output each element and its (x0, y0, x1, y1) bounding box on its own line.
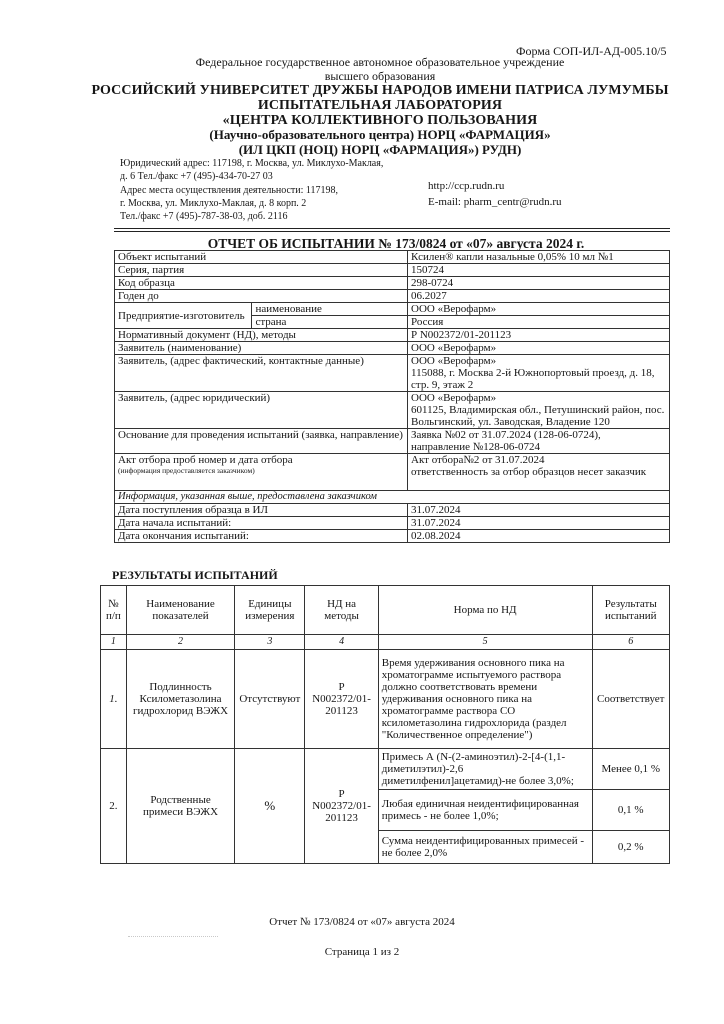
sum-impurities-result: 0,2 % (592, 831, 670, 864)
basis-request: Заявка №02 от 31.07.2024 (128-06-0724), (411, 429, 601, 441)
object-value: Ксилен® капли назальные 0,05% 10 мл №1 (408, 251, 670, 264)
indicator-units: Отсутствуют (235, 650, 305, 749)
info-row-received (115, 504, 670, 517)
sampling-label-cell (115, 454, 408, 491)
indicator-norm: Время удерживания основного пика на хроматограмме испытуемого раствора должно соответствовать времени удерживания основного пика на хроматограмме раствора СО ксилометазолина гидрохлорида (раздел "Количественное определение") (378, 650, 592, 749)
header-nd: НД на методы (305, 586, 378, 635)
sampling-act: Акт отбора№2 от 31.07.2024 (411, 454, 545, 466)
row-number: 2. (101, 749, 127, 864)
applicant-legal-address: 601125, Владимирская обл., Петушинский район, пос. Вольгинский, ул. Заводская, Владение 120 (411, 404, 665, 428)
applicant-value: ООО «Верофарм» (408, 342, 670, 355)
applicant-legal-label: Заявитель, (адрес юридический) (115, 392, 408, 429)
manufacturer-name-label: наименование (252, 303, 408, 316)
sampling-responsibility: ответственность за отбор образцов несет заказчик (411, 466, 647, 478)
start-value: 31.07.2024 (408, 517, 670, 530)
series-label: Серия, партия (115, 264, 408, 277)
applicant-actual-value (408, 355, 670, 392)
column-number-row (101, 635, 670, 650)
header-divider (114, 228, 670, 229)
indicator-result: Соответствует (592, 650, 670, 749)
info-row-applicant-actual (115, 355, 670, 392)
sum-impurities-norm: Сумма неидентифицированных примесей - не более 2,0% (378, 831, 592, 864)
indicator-units: % (235, 749, 305, 864)
customer-note: Информация, указанная выше, предоставлена заказчиком (115, 491, 670, 504)
valid-until-value: 06.2027 (408, 290, 670, 303)
code-label: Код образца (115, 277, 408, 290)
actual-address-line-2: г. Москва, ул. Миклухо-Маклая, д. 8 корп. 2 (120, 198, 307, 209)
sampling-note: (информация предоставляется заказчиком) (118, 466, 255, 475)
results-table (100, 585, 670, 864)
applicant-legal-value (408, 392, 670, 429)
valid-until-label: Годен до (115, 290, 408, 303)
end-label: Дата окончания испытаний: (115, 530, 408, 543)
actual-address-phone: Тел./факс +7 (495)-787-38-03, доб. 2116 (120, 211, 288, 222)
single-impurity-norm: Любая единичная неидентифицированная примесь - не более 1,0%; (378, 790, 592, 831)
manufacturer-country-label: страна (252, 316, 408, 329)
website-link[interactable]: http://ccp.rudn.ru (428, 180, 505, 192)
info-row-basis (115, 429, 670, 454)
header-norm: Норма по НД (378, 586, 592, 635)
indicator-name: Подлинность Ксилометазолина гидрохлорид ВЭЖХ (126, 650, 234, 749)
info-row-valid (115, 290, 670, 303)
object-label: Объект испытаний (115, 251, 408, 264)
center-name: «ЦЕНТРА КОЛЛЕКТИВНОГО ПОЛЬЗОВАНИЯ (222, 113, 538, 128)
sample-info-table (114, 250, 670, 543)
applicant-actual-label: Заявитель, (адрес фактический, контактные данные) (115, 355, 408, 392)
sampling-label: Акт отбора проб номер и дата отбора (118, 454, 293, 466)
sampling-value (408, 454, 670, 491)
header-units: Единицы измерения (235, 586, 305, 635)
info-row-end (115, 530, 670, 543)
header-divider-second (114, 231, 670, 232)
manufacturer-label: Предприятие-изготовитель (115, 303, 252, 329)
footer-page-number: Страница 1 из 2 (324, 946, 400, 958)
column-number: 1 (101, 635, 127, 650)
series-value: 150724 (408, 264, 670, 277)
column-number: 3 (235, 635, 305, 650)
received-value: 31.07.2024 (408, 504, 670, 517)
header-name: Наименование показателей (126, 586, 234, 635)
end-value: 02.08.2024 (408, 530, 670, 543)
manufacturer-name-value: ООО «Верофарм» (408, 303, 670, 316)
results-title: РЕЗУЛЬТАТЫ ИСПЫТАНИЙ (112, 568, 278, 582)
info-row-nd (115, 329, 670, 342)
single-impurity-result: 0,1 % (592, 790, 670, 831)
row-number: 1. (101, 650, 127, 749)
header-line-1: Федеральное государственное автономное образовательное учреждение (195, 55, 565, 69)
result-row-impurity-a (101, 749, 670, 790)
impurity-a-norm: Примесь А (N-(2-аминоэтил)-2-[4-(1,1-диметилэтил)-2,6 диметилфенил]ацетамид)-не более 3,0%; (378, 749, 592, 790)
result-row-identity (101, 650, 670, 749)
laboratory-name: ИСПЫТАТЕЛЬНАЯ ЛАБОРАТОРИЯ (257, 98, 503, 113)
header-result: Результаты испытаний (592, 586, 670, 635)
manufacturer-country-value: Россия (408, 316, 670, 329)
basis-direction: направление №128-06-0724 (411, 441, 541, 453)
header-num: № п/п (101, 586, 127, 635)
info-row-code (115, 277, 670, 290)
column-number: 4 (305, 635, 378, 650)
applicant-actual-address: 115088, г. Москва 2-й Южнопортовый проезд, д. 18, стр. 9, этаж 2 (411, 367, 655, 391)
indicator-nd: Р N002372/01-201123 (305, 650, 378, 749)
applicant-label: Заявитель (наименование) (115, 342, 408, 355)
column-number: 2 (126, 635, 234, 650)
column-number: 5 (378, 635, 592, 650)
info-row-sampling (115, 454, 670, 491)
results-header-row (101, 586, 670, 635)
legal-address-line-1: Юридический адрес: 117198, г. Москва, ул. Миклухо-Маклая, (120, 158, 384, 169)
faint-mark (128, 928, 218, 937)
applicant-legal-company: ООО «Верофарм» (411, 392, 497, 404)
center-abbreviation: (ИЛ ЦКП (НОЦ) НОРЦ «ФАРМАЦИЯ») РУДН) (238, 142, 522, 157)
code-value: 298-0724 (408, 277, 670, 290)
info-row-object (115, 251, 670, 264)
basis-label: Основание для проведения испытаний (заявка, направление) (115, 429, 408, 454)
basis-value (408, 429, 670, 454)
footer-report-reference: Отчет № 173/0824 от «07» августа 2024 (269, 916, 455, 928)
column-number: 6 (592, 635, 670, 650)
applicant-actual-company: ООО «Верофарм» (411, 355, 497, 367)
impurity-a-result: Менее 0,1 % (592, 749, 670, 790)
center-subtitle: (Научно-образовательного центра) НОРЦ «ФАРМАЦИЯ» (209, 127, 551, 142)
indicator-name: Родственные примеси ВЭЖХ (126, 749, 234, 864)
email-link[interactable]: E-mail: pharm_centr@rudn.ru (428, 196, 562, 208)
nd-value: Р N002372/01-201123 (408, 329, 670, 342)
legal-address-line-2: д. 6 Тел./факс +7 (495)-434-70-27 03 (120, 171, 273, 182)
info-row-customer-note (115, 491, 670, 504)
info-row-manufacturer-name (115, 303, 670, 316)
indicator-nd: Р N002372/01-201123 (305, 749, 378, 864)
header-line-2: высшего образования (324, 69, 436, 83)
form-code: Форма СОП-ИЛ-АД-005.10/5 (516, 44, 667, 58)
university-name: РОССИЙСКИЙ УНИВЕРСИТЕТ ДРУЖБЫ НАРОДОВ ИМЕНИ ПАТРИСА ЛУМУМБЫ (91, 83, 669, 98)
start-label: Дата начала испытаний: (115, 517, 408, 530)
received-label: Дата поступления образца в ИЛ (115, 504, 408, 517)
actual-address-line-1: Адрес места осуществления деятельности: 117198, (120, 185, 339, 196)
info-row-start (115, 517, 670, 530)
report-title: ОТЧЕТ ОБ ИСПЫТАНИИ № 173/0824 от «07» августа 2024 г. (207, 236, 585, 251)
info-row-applicant (115, 342, 670, 355)
info-row-applicant-legal (115, 392, 670, 429)
info-row-series (115, 264, 670, 277)
nd-label: Нормативный документ (НД), методы (115, 329, 408, 342)
